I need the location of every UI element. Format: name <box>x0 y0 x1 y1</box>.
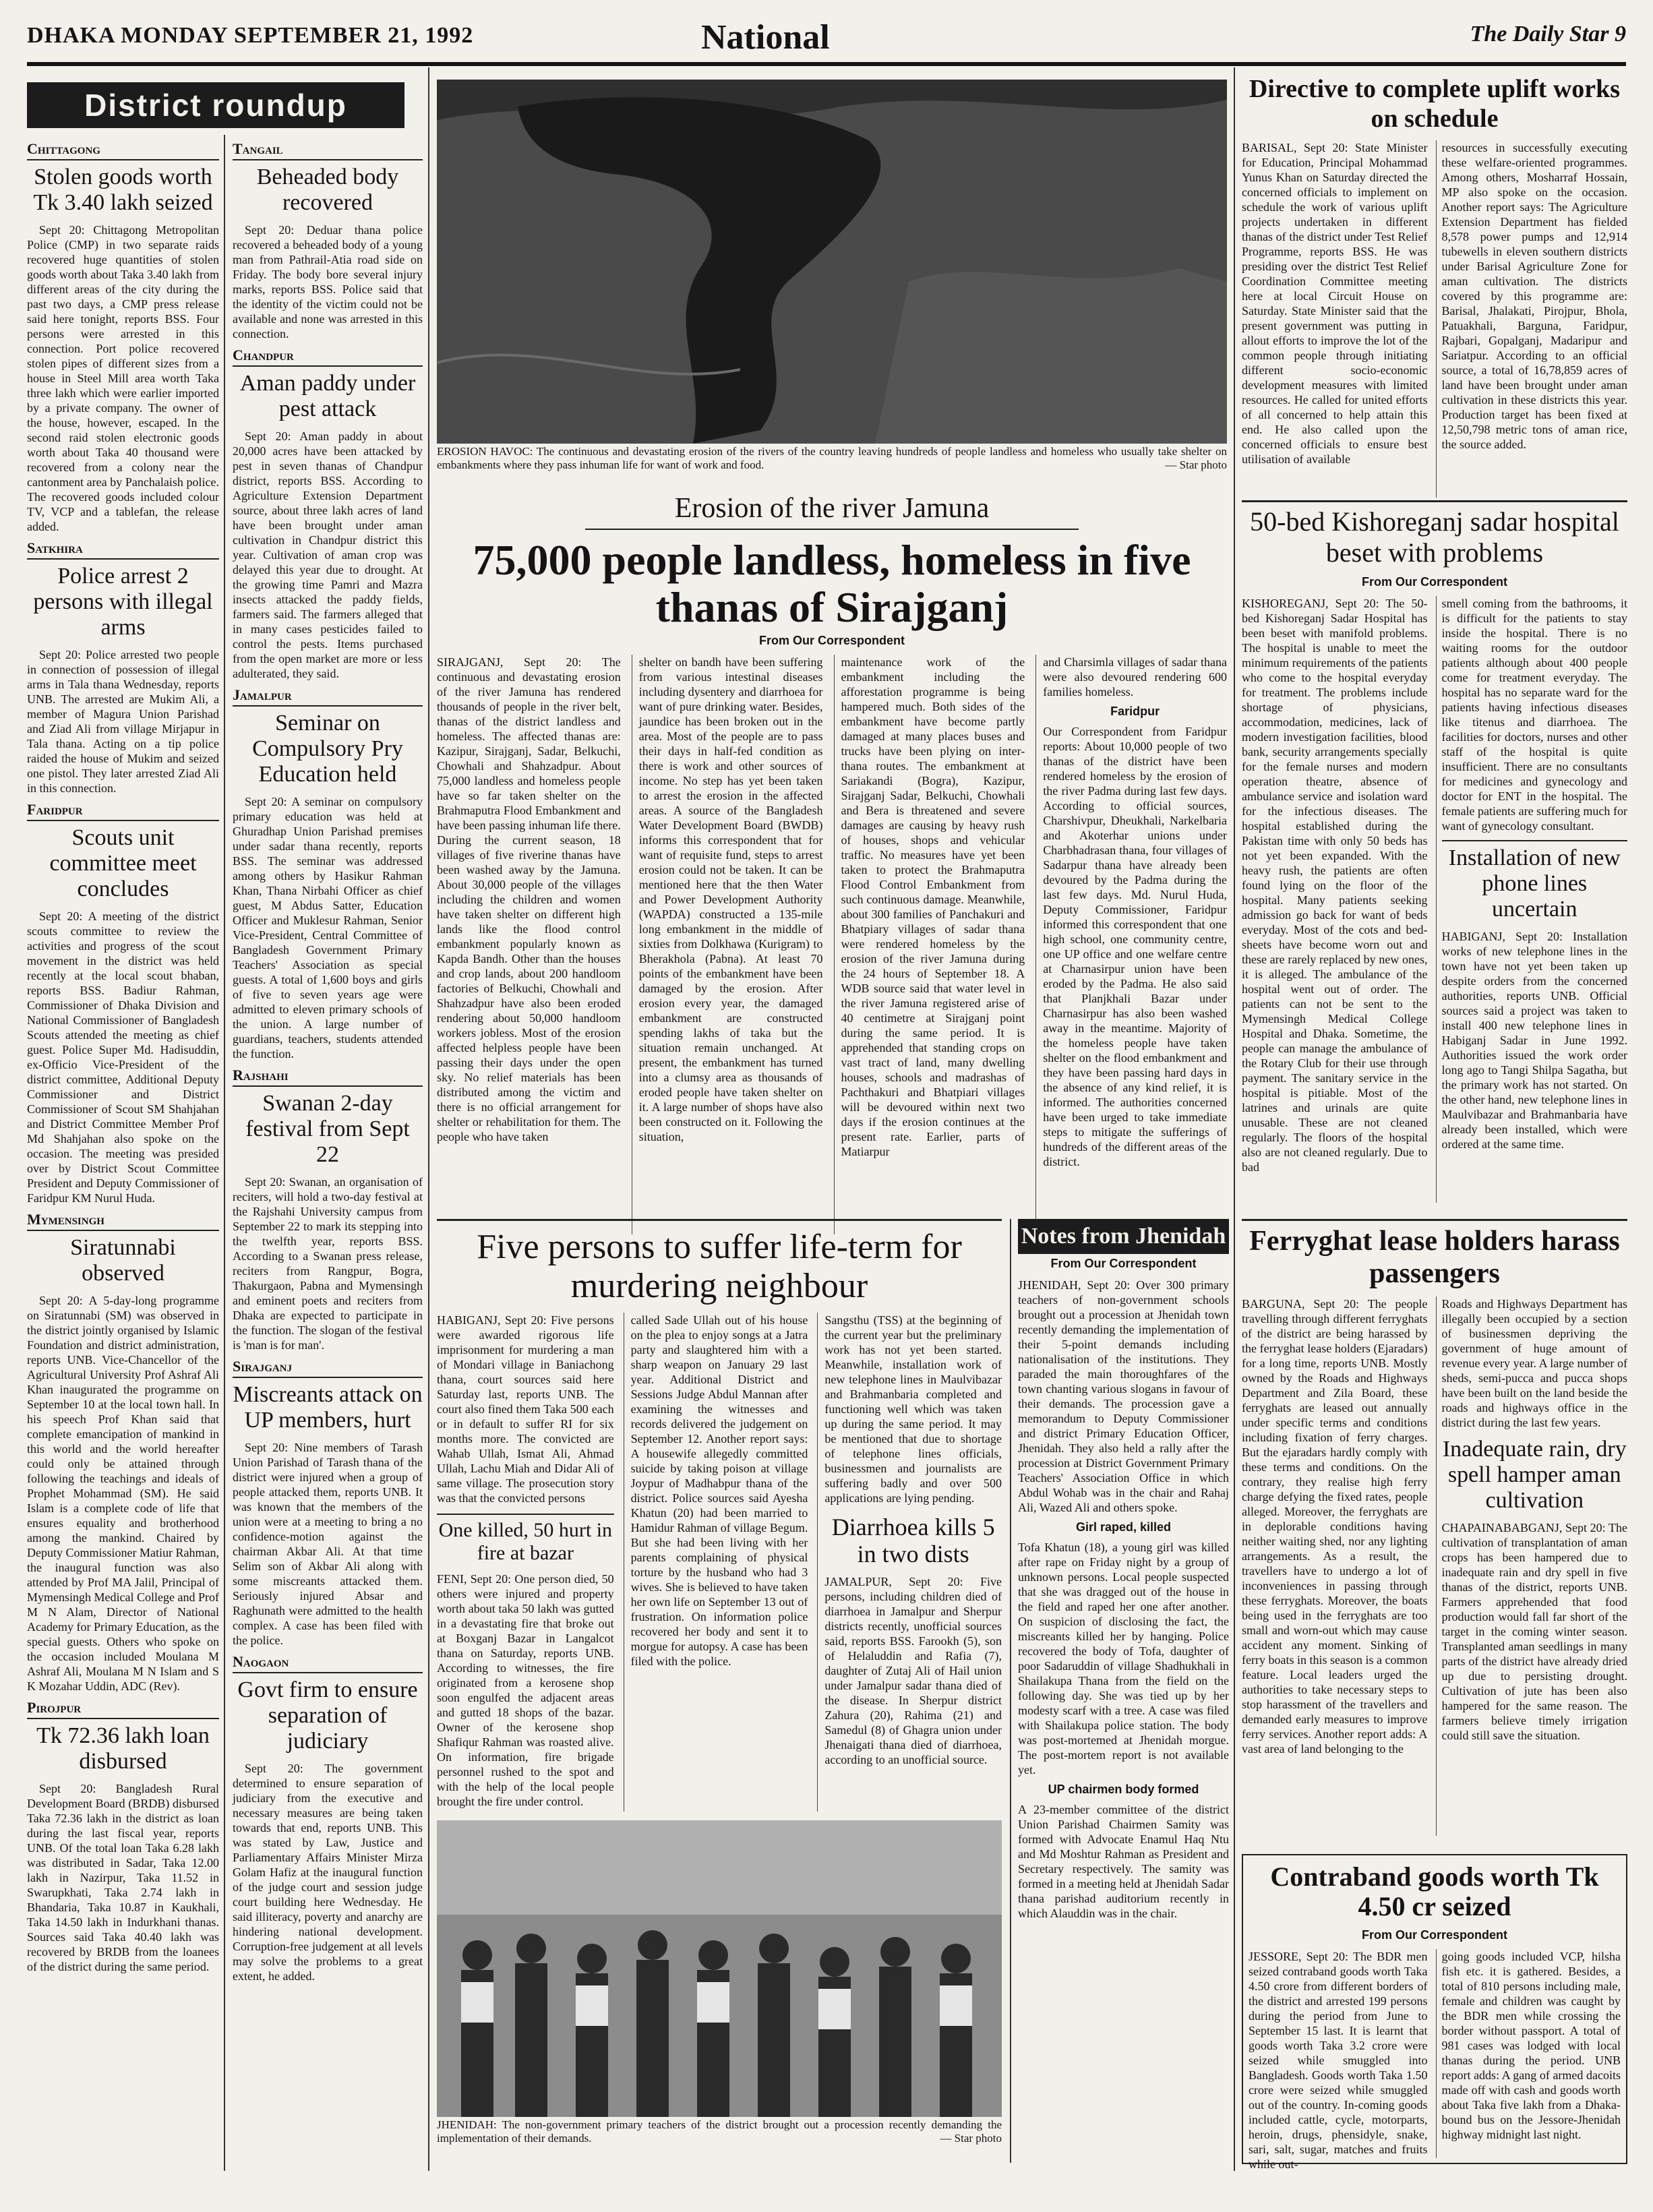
page-number: 9 <box>1615 22 1626 47</box>
paper-title: The Daily Star <box>1470 22 1609 47</box>
headline-jamalpur: Seminar on Compulsory Pry Education held <box>252 711 403 787</box>
headline-chandpur: Aman paddy under pest attack <box>239 371 416 421</box>
lifeterm-headline: Five persons to suffer life-term for murdering neighbour <box>477 1228 962 1305</box>
masthead-rule <box>27 62 1626 66</box>
diarrhoea-story: JAMALPUR, Sept 20: Five persons, including children died of diarrhoea in Jamalpur and Sherpur districts recently, unofficial sources said, reports BSS. Farookh (5), son of Helaluddin and Rafia (7), daughter of Zutaj Ali of Hail union under Jamalpur sadar thana died of the disease. In Sherpur district Zahura (20), Rahima (21) and Samedul (8) of Ghagra union under Jhenaigati thana died of diarrhoea, according to an unofficial source. <box>824 1575 1002 1766</box>
lead-headline: 75,000 people landless, homeless in five thanas of Sirajganj <box>473 536 1191 631</box>
uplift-columns <box>1242 140 1627 498</box>
lifeterm-columns <box>437 1313 1002 1812</box>
lead-story <box>437 492 1227 1214</box>
lifeterm-col-2: called Sade Ullah out of his house on the plea to enjoy songs at a Jatra party and slaughtered him with a sharp weapon on January 29 last year. Additional District and Sessions Judge Abdul Mannan after examining the witnesses and records delivered the judgement on September 12. Another report says: A housewife allegedly committed suicide by taking poison at village Joypur of Madhabpur thana of the district. Police sources said Ayesha Khatun (20) had been married to Hamidur Rahman of village Begum. But she had been living with her parents complaining of physical torture by the husband who had 3 wives. She is believed to have taken her own life on September 13 out of frustration. On information police recovered her body and sent it to morgue for autopsy. A case has been filed with the police. <box>624 1313 808 1812</box>
kishoreganj-col-2-text: smell coming from the bathrooms, it is difficult for the patients to stay inside the hospital. There is no waiting rooms for the outdoor patients although about 400 people come for treatment everyday. The hospital has no separate ward for the patients having infectious diseases like titenus and diarrhoea. The facilities for doctors, nurses and other staff of the hospital is quite insufficient. There are no consultants for medicines and gynecology and doctor for ENT in the hospital. The female patients are suffering much for want of gynecology consultant. <box>1441 597 1627 833</box>
lead-col-3: maintenance work of the embankment including the afforestation programme is being hampered much. Both sides of the embankment have become partly damaged at many places buses and trucks have been plying on inter-thana routes. The embankment at Sariakandi (Bogra), Kazipur, Sirajganj Sadar, Belkuchi, Chowhali and Bera is threatened and severe damages are causing by heavy rush of houses, shops and vehicular traffic. No measures have yet been taken to protect the Brahmaputra Flood Control Embankment from such continuous damage. Meanwhile, about 300 families of Panchakuri and Bhatpiary villages of sadar thana were rendered homeless by the erosion of the river Jamuna during the 24 hours of September 18. A WDB source said that water level in the river Jamuna registered arise of 40 centimetre at Sirajganj point during the same period. It is apprehended that standing crops on vast tract of land, many dwelling houses, schools and madrashas of Pachthakuri and Bhatpiari villages will be devoured within next two days if the erosion continues at the present rate. Earlier, parts of Matiarpur <box>834 655 1025 1234</box>
fire-headline: One killed, 50 hurt in fire at bazar <box>437 1514 614 1565</box>
uplift-col-1: BARISAL, Sept 20: State Minister for Education, Principal Mohammad Yunus Khan on Saturday directed the concerned officials to implement on schedule the work of various uplift projects undertaken in different thanas of the district under Test Relief Programme, reports BSS. He was presiding over the district Test Relief Coordination Committee meeting here at local Circuit House on Saturday. State Minister said that the present government was putting in allout efforts to improve the lot of the common people through initiating different socio-economic development measures with limited resources. He called for united efforts of all concerned to help attain this end. He also called upon the concerned officials to ensure best utilisation of available <box>1242 141 1428 466</box>
phone-headline: Installation of new phone lines uncertain <box>1442 840 1628 922</box>
story-tangail: Sept 20: Deduar thana police recovered a beheaded body of a young man from Pathrail-Atia road side on Friday. The body bore several injury marks, reports BSS. Police said that the identity of the victim could not be available and none was arrested in this connection. <box>233 223 423 340</box>
fire-story: FENI, Sept 20: One person died, 50 others were injured and property worth about taka 50 lakh was gutted in a devastating fire that broke out at Boxganj Bazar in Langalcot thana on Saturday, reports UNB. According to witnesses, the fire originated from a kerosene shop soon engulfed the adjacent areas and gutted 18 shops of the bazar. Owner of the kerosene shop Shafiqur Rahman was roasted alive. On information, fire brigade personnel rushed to the spot and with the help of the local people brought the fire under control. <box>437 1572 614 1808</box>
photo-credit: — Star photo <box>940 2132 1002 2145</box>
lead-col-4-text-b: Our Correspondent from Faridpur reports: About 10,000 people of two thanas of the district have been rendered homeless by the erosion of the river Padma during last few days. According to official sources, Charshivpur, Dheukhali, Narkelbaria and Akoterhar unions under Charbhadrasan thana, four villages of Sadarpur thana have already been devoured by the Padma during the last few days. Md. Nurul Huda, Deputy Commissioner, Faridpur informed this correspondent that one high school, one community centre, one UP office and one welfare centre at Charnasirpur union have been eroded by the Padma. He also said that Planjkhali Bazar under Charnasirpur has also been washed away in the meantime. Majority of the homeless people have taken shelter on the flood embankment and they have been passing hard days in the absence of any kind relief, it is informed. The authorities concerned have been urged to take immediate steps to mitigate the sufferings of hundreds of the different areas of the district. <box>1043 725 1227 1168</box>
story-jamalpur: Sept 20: A seminar on compulsory primary education was held at Ghuradhap Union Parishad premises under sadar thana recently, reports BSS. The seminar was addressed among others by Hasikur Rahman Khan, Thana Nirbahi Officer as chief guest, M Abdus Satter, Education Officer and Muklesur Rahman, Senior Vice-President, Central Committee of Bangladesh Government Primary Teachers' Association as special guests. A total of 1,600 boys and girls of five to seven years age were admitted to eleven primary schools of the union. A large number of guardians, teachers, students attended the function. <box>233 795 423 1060</box>
jhenidah-subhead-up: UP chairmen body formed <box>1048 1783 1199 1796</box>
ferry-columns <box>1242 1296 1627 1836</box>
jhenidah-headline: Notes from Jhenidah <box>1018 1219 1229 1254</box>
kicker-sirajganj: Sirajganj <box>233 1358 423 1378</box>
district-column-a <box>27 135 219 2178</box>
headline-tangail: Beheaded body recovered <box>256 165 399 215</box>
kishoreganj-story <box>1242 500 1627 1212</box>
uplift-col-2: resources in successfully executing these welfare-oriented programmes. Among others, Mosharraf Hossain, MP also spoke on the occasion. Another report says: The Agriculture Extension Department has fielded 8,578 power pumps and 12,914 tubewells in eleven southern districts under Barisal Agriculture Zone for aman cultivation. The districts covered by this programme are: Barisal, Jhalakati, Pirojpur, Bhola, Patuakhali, Barguna, Faridpur, Rajbari, Gopalganj, Madaripur and Sariatpur. According to an official source, a total of 16,78,859 acres of land have been brought under aman cultivation in these districts this year. Production target has been fixed at 12,50,798 metric tons of aman rice, the source added. <box>1436 140 1628 498</box>
kicker-faridpur: Faridpur <box>27 801 219 821</box>
uplift-story <box>1242 73 1627 499</box>
kicker-pirojpur: Pirojpur <box>27 1699 219 1719</box>
headline-sirajganj: Miscreants attack on UP members, hurt <box>233 1382 423 1433</box>
contraband-headline: Contraband goods worth Tk 4.50 cr seized <box>1270 1861 1599 1921</box>
contraband-col-1: JESSORE, Sept 20: The BDR men seized contraband goods worth Taka 4.50 crore from different borders of the district and arrested 199 persons during the period from June to September 15 last. It is learnt that goods worth Taka 3.2 crore were seized while smuggled into Bangladesh. Goods worth Taka 1.50 crore were seized while smuggled out of the country. In-coming goods included cattle, cycle, motorparts, heroin, drugs, phensidyle, snake, sari, salt, sugar, matches and fruits while out- <box>1249 1950 1428 2171</box>
lifeterm-col-3-text: Sangsthu (TSS) at the beginning of the current year but the preliminary work has not yet been started. Meanwhile, installation work of new telephone lines in Maulvibazar and Brahmanbaria completed and functioning well which was taken up during the same period. It may be mentioned that due to shortage of telephone lines officials, businessmen and journalists are suffering badly and over 500 applications are lying pending. <box>824 1313 1002 1505</box>
ferry-story <box>1242 1219 1627 1846</box>
jhenidah-story-1: JHENIDAH, Sept 20: Over 300 primary teachers of non-government schools brought out a procession at Jhenidah town recently demanding the implementation of their 5-point demands including nationalisation of the institutions. They paraded the main thoroughfares of the town chanting various slogans in favour of their demands. The procession gave a memorandum to Deputy Commissioner and district Primary Education Officer, Jhenidah. They also held a rally after the procession at District Government Primary Teachers' Association Office in which Abdul Wohab was in the chair and Rahaj Ali, Wazed Ali and others spoke. <box>1018 1278 1229 1514</box>
jhenidah-story-2: Tofa Khatun (18), a young girl was killed after rape on Friday night by a group of unknown persons. Local people suspected that she was dragged out of the house in the field and raped her one after another. On suspicion of disclosing the fact, the miscreants killed her by hanging. Police recovered the body of Tofa, daughter of poor Sadaruddin of village Shadhukhali in Shailakupa Thana from the field on the following day. She was tied up by her modesty scarf with a tree. A case was filed with Shailakupa police station. The body was post-mortemed at Jhenidah morgue. The post-mortem report is not available yet. <box>1018 1541 1229 1776</box>
rain-story: CHAPAINABABGANJ, Sept 20: The cultivation of transplantation of aman crops has been hampered due to inadequate rain and dry spell in five thanas of the district, reports UNB. Farmers apprehended that food production would fall far short of the target in the coming winter season. Transplanted aman seedlings in many parts of the district have already dried up due to persisting drought. Cultivation of jute has been also hampered for the same reason. The farmers believe timely irrigation could still save the situation. <box>1441 1521 1627 1742</box>
column-rule <box>1234 67 1235 2171</box>
lifeterm-col-1-text: HABIGANJ, Sept 20: Five persons were awarded rigorous life imprisonment for murdering a man of Mondari village in Baniachong thana, court sources said here Saturday last, reports UNB. The court also fined them Taka 500 each or in default to suffer RI for six months more. The convicted are Wahab Ullah, Ismat Ali, Ahmad Ullah, Lachu Miah and Didar Ali of same village. The prosecution story was that the convicted persons <box>437 1313 614 1505</box>
lifeterm-col-1 <box>437 1313 614 1812</box>
kicker-satkhira: Satkhira <box>27 539 219 560</box>
kicker-jamalpur: Jamalpur <box>233 686 423 707</box>
contraband-col-2: going goods included VCP, hilsha fish etc. it is gathered. Besides, a total of 810 persons including male, female and children was caught by the BDR men while crossing the border without passport. A total of 981 cases was lodged with local thanas during the period. UNB report adds: A gang of armed dacoits made off with cash and goods worth about Taka five lakh from a Dhaka-bound bus on the Jessore-Jhenidah highway midnight last night. <box>1436 1949 1621 2158</box>
story-mymensingh: Sept 20: A 5-day-long programme on Siratunnabi (SM) was observed in the district jointly organised by Islamic Foundation and district administration, reports UNB. Vice-Chancellor of the Agricultural University Prof Ashraf Ali Khan inaugurated the programme on September 10 at the local town hall. In his speech Prof Khan said that complete emancipation of mankind in this world and the world hereafter could only be attained through following the teachings and ideals of Prophet Mohammad (SM). He said Islam is a complete code of life that ensures equality and brotherhood among the mankind. Chaired by Deputy Commissioner Matiur Rahman, the inaugural function was also attended by Prof MA Jalil, Principal of Mymensingh Medical College and Prof M N Alam, Director of National Academy for Primary Education, as the special guests. Others who spoke on the occasion included Moulana M Ashraf Ali, Moulana M N Islam and S K Mozahar Uddin, ADC (Rev). <box>27 1294 219 1693</box>
kicker-naogaon: Naogaon <box>233 1653 423 1673</box>
kicker-chandpur: Chandpur <box>233 347 423 367</box>
headline-faridpur: Scouts unit committee meet concludes <box>49 825 197 901</box>
story-rajshahi: Sept 20: Swanan, an organisation of reciters, will hold a two-day festival at the Rajshahi University campus from September 22 to mark its stepping into the twelfth year, reports BSS. According to a Swanan press release, reciters from Rangpur, Bogra, Thakurgaon, Pabna and Mymensingh and eminent poets and reciters from Dhaka are expected to participate in the function. The slogan of the festival is 'man is for man'. <box>233 1175 423 1352</box>
diarrhoea-headline: Diarrhoea kills 5 in two dists <box>831 1514 995 1567</box>
photo-credit: — Star photo <box>1165 458 1227 471</box>
ferry-col-2-text: Roads and Highways Department has illegally been occupied by a section of businessmen depriving the government of huge amount of revenue every year. A large number of sheds, semi-pucca and pucca shops have been built on the land beside the roads and highways office in the district during the last few years. <box>1441 1297 1627 1429</box>
kicker-mymensingh: Mymensingh <box>27 1211 219 1231</box>
story-sirajganj: Sept 20: Nine members of Tarash Union Parishad of Tarash thana of the district were injured when a group of people attacked them, reports UNB. It was known that the members of the union were at a meeting to bring a no confidence-motion against the chairman Akbar Ali. At that time Selim son of Akbar Ali along with some miscreants attacked them. Seriously injured Absar and Raghunath were admitted to the health complex. A case has been filed with the police. <box>233 1441 423 1647</box>
caption-text: JHENIDAH: The non-government primary teachers of the district brought out a procession recently demanding the implementation of their demands. <box>437 2118 1002 2145</box>
jhenidah-byline: From Our Correspondent <box>1050 1257 1197 1270</box>
uplift-headline: Directive to complete uplift works on schedule <box>1249 75 1621 133</box>
dateline: DHAKA MONDAY SEPTEMBER 21, 1992 <box>27 23 474 48</box>
column-rule <box>428 67 429 2171</box>
headline-naogaon: Govt firm to ensure separation of judiciary <box>237 1677 418 1754</box>
section-title: National <box>701 18 830 57</box>
kishoreganj-col-2 <box>1436 596 1628 1203</box>
story-satkhira: Sept 20: Police arrested two people in connection of possession of illegal arms in Tala thana Wednesday, reports UNB. The arrested are Mukim Ali, a member of Magura Union Parishad and Ziad Ali from village Mirjapur in Tala thana. Acting on a tip police raided the house of Mukim and seized one pistol. They later arrested Ziad Ali in this connection. <box>27 648 219 795</box>
lifeterm-col-3 <box>817 1313 1002 1812</box>
kicker-tangail: Tangail <box>233 140 423 160</box>
lead-col-2: shelter on bandh have been suffering from various intestinal diseases including dysentery and diarrhoea for want of pure drinking water. Besides, jaundice has been broken out in the area. Most of the people are to pass their days in half-fed condition as there is work and other sources of income. No step has yet been taken to arrest the erosion in the affected areas. A source of the Bangladesh Water Development Board (BWDB) informs this correspondent that for want of requisite fund, steps to arrest erosion could not be taken. It can be mentioned here that the then Water and Power Development Authority (WAPDA) constructed a 135-mile long embankment in the middle of sixties from Dolkhawa (Kurigram) to Bherakhola (Pabna). At least 70 points of the embankment have been damaged by the erosion. After erosion every year, the damaged embankment are constructed spending lakhs of taka but the situation remain unchanged. At present, the embankment has turned into a clumsy area as thousands of eroded people have taken shelter on it. A large number of shops have also been constructed on it. Following the situation, <box>632 655 823 1234</box>
erosion-photo-image <box>437 80 1227 444</box>
kishoreganj-columns <box>1242 596 1627 1203</box>
procession-photo-image <box>437 1820 1002 2117</box>
caption-text: EROSION HAVOC: The continuous and devastating erosion of the rivers of the country leaving hundreds of people landless and homeless who usually take shelter on embankments where they pass inhuman life for want of work and food. <box>437 445 1227 471</box>
jhenidah-subhead-rape: Girl raped, killed <box>1075 1520 1172 1534</box>
story-chandpur: Sept 20: Aman paddy in about 20,000 acres have been attacked by pest in seven thanas of Chandpur district, reports BSS. According to Agriculture Extension Department source, about three lakh acres of land have been brought under aman cultivation in Chandpur district this year. Cultivation of aman crop was delayed this year due to drought. At the growing time Pamri and Mazra insects attacked the paddy fields, farmers said. The farmers alleged that in many cases pesticides failed to control the pests. Items purchased from the open market are more or less adulterated, they said. <box>233 429 423 680</box>
kishoreganj-headline: 50-bed Kishoreganj sadar hospital beset with problems <box>1250 506 1619 568</box>
headline-mymensingh: Siratunnabi observed <box>70 1235 176 1286</box>
headline-rajshahi: Swanan 2-day festival from Sept 22 <box>245 1091 410 1167</box>
story-pirojpur: Sept 20: Bangladesh Rural Development Board (BRDB) disbursed Taka 72.36 lakh in the district as loan during the last fiscal year, reports UNB. Of the total loan Taka 6.28 lakh was distributed in Sadar, Taka 12.00 lakh in Nazirpur, Taka 11.52 in Swarupkhati, Taka 2.74 lakh in Bhandaria, Taka 10.87 in Kaukhali, Taka 14.50 lakh in Indurkhani thanas. Sources said Taka 40.40 lakh was recovered by BRDB from the loanees of the district during the same period. <box>27 1782 219 1973</box>
headline-satkhira: Police arrest 2 persons with illegal arms <box>33 564 213 640</box>
headline-pirojpur: Tk 72.36 lakh loan disbursed <box>36 1723 210 1774</box>
kishoreganj-byline: From Our Correspondent <box>1361 575 1507 589</box>
ferry-col-2 <box>1436 1296 1628 1836</box>
phone-story: HABIGANJ, Sept 20: Installation works of new telephone lines in the town have not yet been taken up despite orders from the concerned authorities, reports UNB. Official sources said a project was taken to install 400 new telephone lines in Habiganj Sadar in June 1992. Authorities issued the work order long ago to Tangi Shilpa Sagatha, but the primary work has not started. On the other hand, new telephone lines in Maulvibazar and Brahmanbaria have already been installed, which were ordered at the same time. <box>1441 930 1627 1151</box>
kishoreganj-col-1: KISHOREGANJ, Sept 20: The 50-bed Kishoreganj Sadar Hospital has been beset with manifold problems. The hospital is unable to meet the minimum requirements of the patients who come to the hospital everyday for treatment. The problems include shortage of physicians, accommodation, medicines, lack of modern investigation facilities, blood bank, security arrangements specially for the female nurses and modern operation theatre, absence of ambulance service and isolation ward for the infectious diseases. The hospital established during the Pakistan time with only 50 beds has not yet been expanded. With the heavy rush, the patients are often found lying on the floor of the hospital. Many patients seeking admission go back for want of beds everyday. Most of the cots and bed-sheets have become worn out and these are rarely replaced by new ones, it is alleged. The ambulance of the hospital went out of order. The patients can not be sent to the Mymensingh Medical College Hospital and Dhaka. Sometime, the people can manage the ambulance of the Rotary Club for their use through payment. The sanitary service in the hospital is pitiable. Most of the latrines and urinals are quite unusable. These are not cleaned regularly. The floors of the hospital also are not cleaned regularly. Due to bad <box>1242 597 1428 1174</box>
paper-name <box>1470 22 1626 47</box>
story-naogaon: Sept 20: The government determined to ensure separation of judiciary from the executive and necessary measures are being taken towards that end, reports UNB. This was stated by Law, Justice and Parliamentary Affairs Minister Mirza Golam Hafiz at the inaugural function of the judge court and session judge court building here Wednesday. He said illiteracy, poverty and anarchy are hindering national development. Corruption-free judgement at all levels may solve the problems to a great extent, he added. <box>233 1762 423 1983</box>
ferry-headline: Ferryghat lease holders harass passengers <box>1249 1226 1620 1289</box>
lead-subhead-faridpur: Faridpur <box>1110 705 1160 718</box>
headline-chittagong: Stolen goods worth Tk 3.40 lakh seized <box>33 165 213 215</box>
kicker-rajshahi: Rajshahi <box>233 1067 423 1087</box>
lead-col-4-text: and Charsimla villages of sadar thana were also devoured rendering 600 families homeless. <box>1043 655 1227 698</box>
jhenidah-notes <box>1010 1219 1229 2163</box>
contraband-byline: From Our Correspondent <box>1361 1928 1507 1942</box>
lead-col-1: SIRAJGANJ, Sept 20: The continuous and devastating erosion of the river Jamuna has rendered thousands of people in the river belt, thanas of the district landless and homeless. The affected thanas are: Kazipur, Sirajganj, Sadar, Belkuchi, Chowhali and Shahzadpur. About 75,000 landless and homeless people have so far taken shelter on the Brahmaputra Flood Embankment and have been passing inhuman life there. During the current season, 18 villages of five riverine thanas have been washed away by the Jamuna. About 30,000 people of the villages including the children and women have taken shelter on different high lands like the flood control embankment popularly known as Kapda Bandh. Other than the houses and crop lands, about 200 handloom factories of Belkuchi, Chowhali and Shahzadpur have also been eroded rendering about 50,000 handloom workers jobless. Most of the erosion affected helpless people have been passing their days under the open sky. No relief materials has been distributed among the victim and there is no official arrangement for shelter or rehabilitation for them. The people who have taken <box>437 655 621 1143</box>
column-rule <box>224 135 225 2171</box>
procession-photo <box>437 1820 1002 2117</box>
lead-overline: Erosion of the river Jamuna <box>585 492 1079 530</box>
lead-byline: From Our Correspondent <box>758 634 905 647</box>
story-faridpur: Sept 20: A meeting of the district scouts committee to review the activities and progress of the scout movement in the district was held recently at the local scout bhaban, reports BSS. Badiur Rahman, Commissioner of Dhaka Division and National Commissioner of Bangladesh Scouts attended the meeting as chief guest. Police Super Md. Hadisuddin, ex-Officio Vice-President of the district committee, Additional Deputy Commissioner and District Commissioner of Scout SM Shahjahan and District Committee Member Prof Md Shahjahan also spoke on the occasion. The meeting was presided over by District Scout Committee President and Deputy Commissioner of Faridpur KM Nurul Huda. <box>27 909 219 1205</box>
lead-columns <box>437 655 1227 1234</box>
district-roundup-banner: District roundup <box>27 82 404 128</box>
ferry-col-1: BARGUNA, Sept 20: The people travelling through different ferryghats of the district are being harassed by the ferryghat lease holders (Ejaradars) for a long time, reports UNB. Mostly owned by the Roads and Highways Department and Zila Board, these ferryghats are leased out annually under specific terms and conditions including fixation of ferry charges. But the ejaradars hardly comply with these terms and conditions. On the contrary, they realise high ferry charge defying the fixed rates, people alleged. Moreover, the ferryghats are in deplorable conditions having neither waiting shed, nor any lighting arrangements. As a result, the travellers have to undergo a lot of inconveniences in passing through these ferryghats. Moreover, the boats being used in the ferryghats are too small and worn-out which may cause accident any moment. Sinking of ferry boats in this season is a common feature. Local leaders urged the authorities to take necessary steps to stop harassment of the travellers and demanded early measures to improve ferry services. Another report adds: A vast area of land belonging to the <box>1242 1297 1428 1756</box>
erosion-photo <box>437 80 1227 444</box>
story-chittagong: Sept 20: Chittagong Metropolitan Police (CMP) in two separate raids recovered huge quantities of stolen goods worth about Taka 3.40 lakh from different areas of the city during the past two days, a CMP press release said here tonight, reports BSS. Four persons were arrested in this connection. Port police recovered stolen pipes of different sizes from a house in Steel Mill area worth Taka three lakh which were earlier imported by a private company. The owner of the house, however, escaped. In the second raid stolen electronic goods worth about Taka 40 thousand were recovered from a colony near the cantonment area by Panchalaish police. The recovered goods included colour TV, VCP and a tablefan, the release added. <box>27 223 219 533</box>
rain-headline: Inadequate rain, dry spell hamper aman cultivation <box>1442 1437 1627 1513</box>
lead-col-4 <box>1035 655 1227 1234</box>
kicker-chittagong: Chittagong <box>27 140 219 160</box>
contraband-story <box>1242 1854 1627 2171</box>
lifeterm-story <box>437 1219 1002 1812</box>
erosion-photo-caption <box>437 445 1227 488</box>
procession-photo-caption <box>437 2118 1002 2152</box>
district-column-b <box>233 135 423 2178</box>
contraband-columns <box>1249 1949 1621 2171</box>
jhenidah-story-3: A 23-member committee of the district Union Parishad Chairmen Samity was formed with Advocate Enamul Haq Ntu and Md Moshtur Rahman as President and Secretary respectively. The samity was formed in a meeting held at Jhenidah Sadar thana parishad auditorium recently in which Alauddin was in the chair. <box>1018 1803 1229 1920</box>
